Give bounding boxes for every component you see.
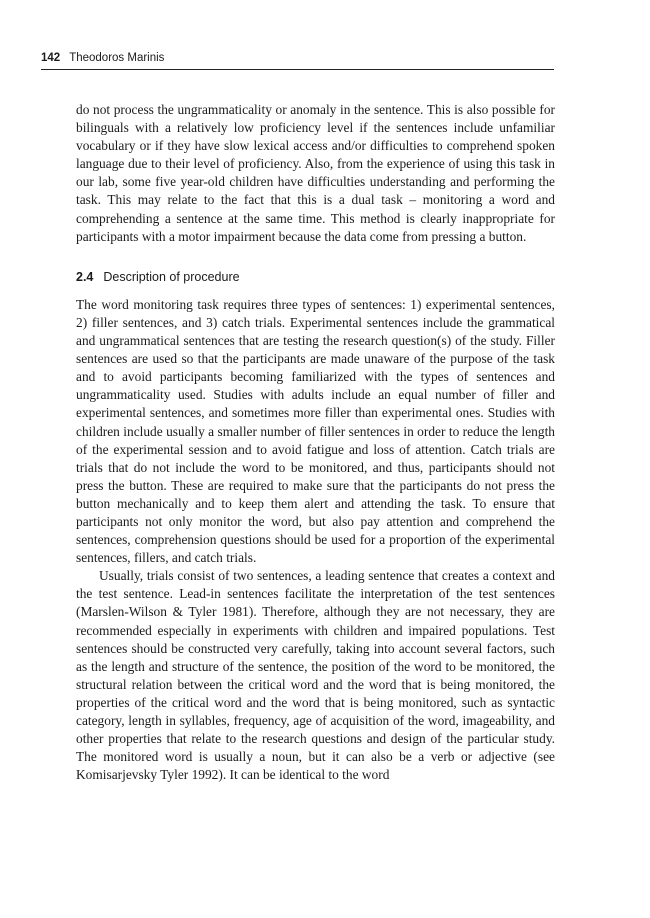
- paragraph-intro: do not process the ungrammaticality or anomaly in the sentence. This is also possible for bilinguals with a relatively low proficiency level if the sentences include unfamiliar vocabulary or if they have slow lexical access and/or difficulties to comprehend spoken language due to their level of proficiency. Also, from the experience of using this task in our lab, some five year-old children have difficulties understanding and performing the task. This may relate to the fact that this is a dual task – monitoring a word and comprehending a sentence at the same time. This method is clearly inappropriate for participants with a motor impairment because the data come from pressing a button.: [76, 102, 555, 244]
- section-heading: [76, 268, 555, 286]
- paragraph-procedure: The word monitoring task requires three types of sentences: 1) experimental sentences, 2) filler sentences, and 3) catch trials. Experimental sentences include the grammatical and ungrammatical sentences that are testing the research question(s) of the study. Filler sentences are used so that the participants are made unaware of the purpose of the task and to avoid participants becoming familiarized with the types of sentences and ungrammaticality used. Studies with adults include an equal number of filler and experimental sentences, and sometimes more filler than experimental ones. Studies with children include usually a smaller number of filler sentences in order to reduce the length of the experimental session and to avoid fatigue and loss of attention. Catch trials are trials that do not include the word to be monitored, and thus, participants should not press the button. These are required to make sure that the participants do not press the button mechanically and to keep them alert and attending the task. To ensure that participants not only monitor the word, but also pay attention and comprehend the sentences, comprehension questions should be used for a proportion of the experimental sentences, fillers, and catch trials.: [76, 296, 555, 566]
- paragraph-trials: Usually, trials consist of two sentences, a leading sentence that creates a context and the test sentence. Lead-in sentences facilitate the interpretation of the test sentences (Marslen-Wilson & Tyler 1981). Therefore, although they are not necessary, they are recommended especially in experiments with children and impaired populations. Test sentences should be constructed very carefully, taking into account several factors, such as the length and structure of the sentence, the position of the word to be monitored, the structural relation between the critical word and the word that is being monitored, the properties of the critical word and the word that is being monitored, such as syntactic category, length in syllables, frequency, age of acquisition of the word, imageability, and other properties that relate to the research questions and design of the particular study. The monitored word is usually a noun, but it can also be a verb or adjective (see Komisarjevsky Tyler 1992). It can be identical to the word: [76, 568, 555, 783]
- section-number: 2.4: [76, 269, 94, 284]
- page-number: 142: [41, 52, 61, 64]
- page-body: [76, 101, 555, 784]
- running-head: [41, 52, 554, 70]
- author-name: Theodoros Marinis: [69, 52, 165, 64]
- section-title: Description of procedure: [103, 269, 240, 284]
